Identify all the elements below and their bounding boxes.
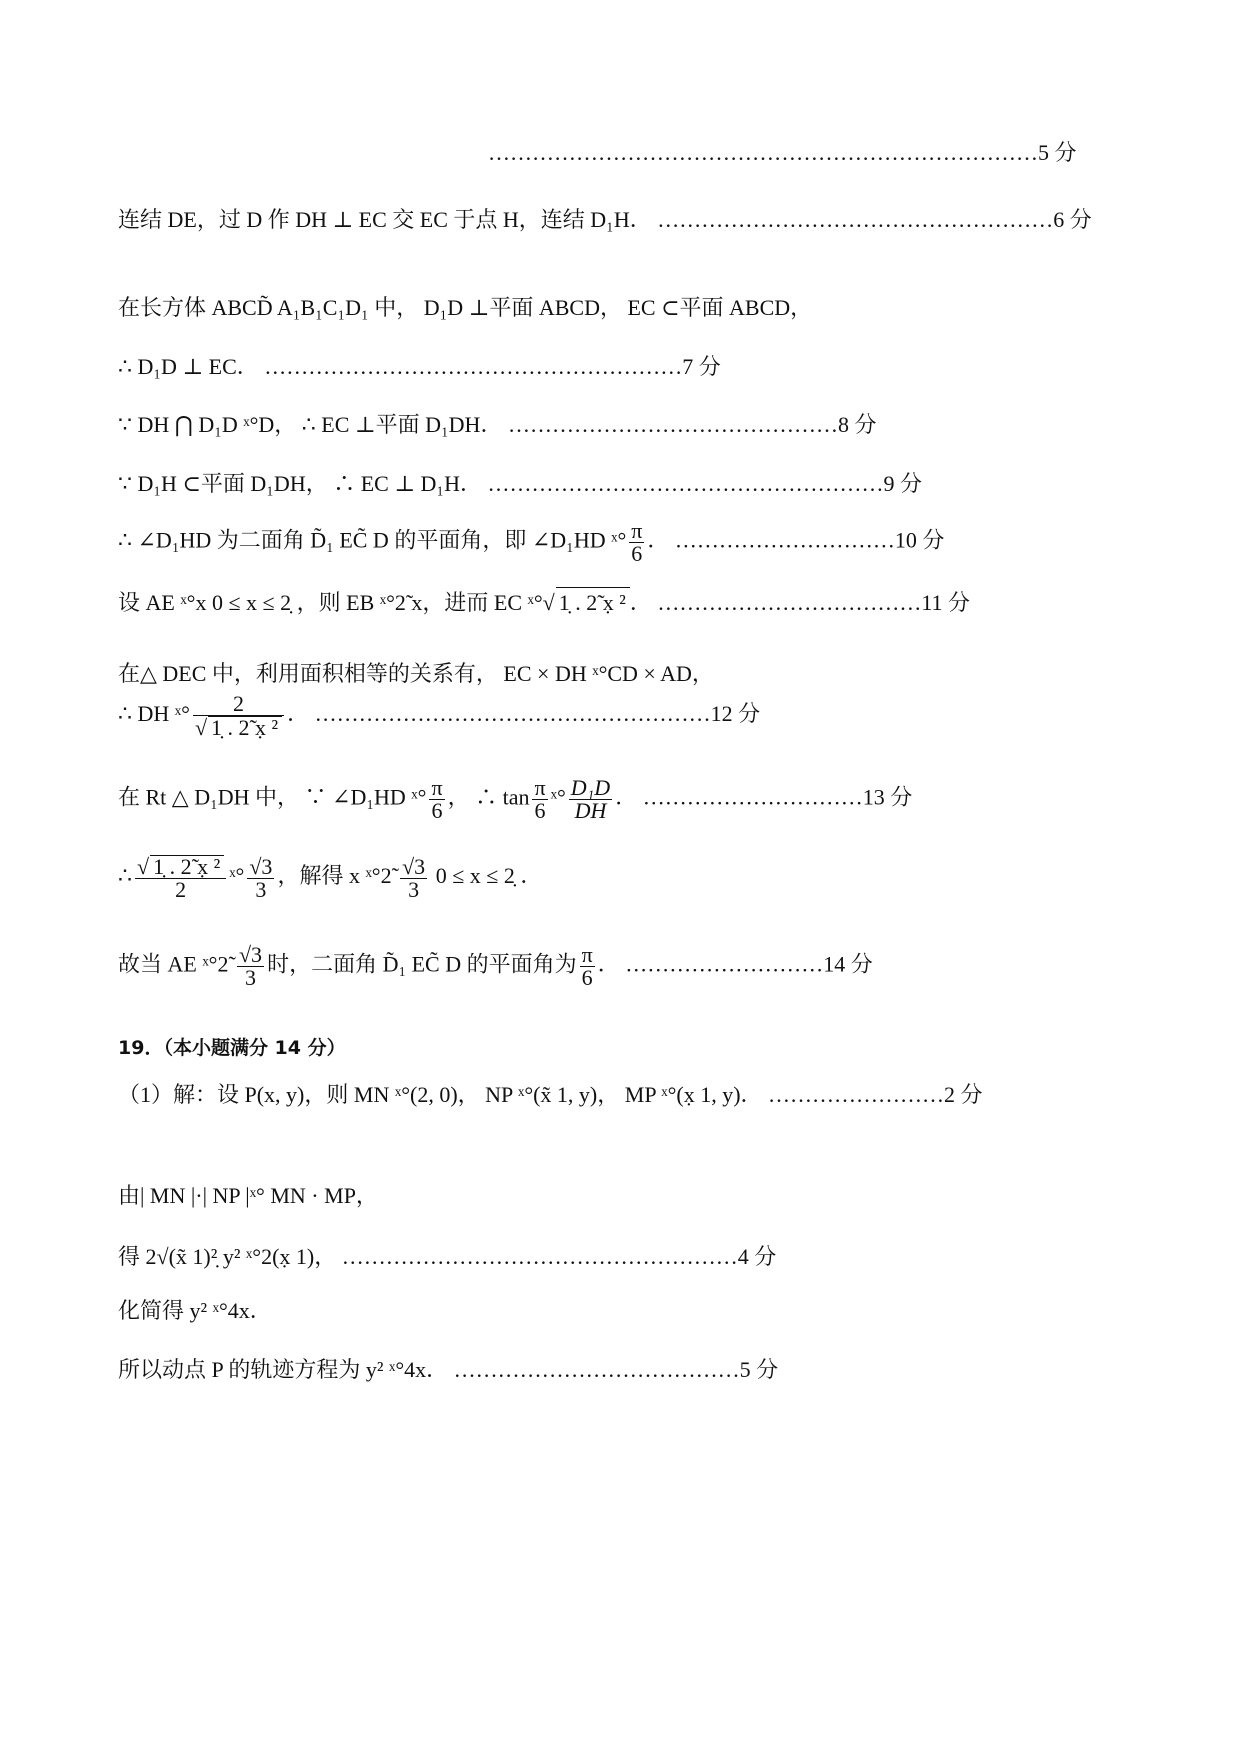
root3-over-3-fraction — [400, 853, 427, 902]
vector-relation-line: 由| MN |·| NP |ˣ° MN · MP， — [118, 1183, 378, 1208]
fraction-numerator: π — [431, 775, 443, 800]
fraction-numerator: √ 1̣ . 2̃ x̣ ² — [135, 855, 226, 879]
fraction-denominator: 3 — [245, 965, 257, 990]
pi-over-6-fraction — [629, 520, 644, 565]
fraction-denominator: 6 — [431, 798, 443, 823]
equals-sign: ˣ° — [550, 784, 566, 810]
question-19-heading: 19．（本小题满分 14 分） — [118, 1037, 346, 1059]
dh-text: ∴ DH ˣ° — [118, 701, 190, 727]
score-14: ． ………………………14 分 — [597, 951, 873, 977]
score-11: ． ………………………………11 分 — [629, 590, 971, 615]
rt-text: 在 Rt △ D₁DH 中， ∵ ∠D₁HD ˣ° — [118, 784, 427, 810]
solve-x-line — [118, 855, 1118, 901]
sqrt-expression: 1̣ . 2̃ x̣ ² — [208, 716, 282, 739]
fraction-numerator: √3 — [249, 853, 273, 879]
therefore-symbol: ∴ — [118, 863, 132, 889]
solve-text: ，解得 x ˣ°2̃ — [277, 863, 398, 889]
dihedral-text: ∴ ∠D₁HD 为二面角 D̃₁ EC̃ D 的平面角，即 ∠D₁HD ˣ° — [118, 527, 627, 553]
conclusion-text-b: 时，二面角 D̃₁ EC̃ D 的平面角为 — [267, 951, 577, 977]
set-ae-text: 设 AE ˣ°x 0 ≤ x ≤ 2̣ ，则 EB ˣ°2̃ x，进而 EC ˣ° — [118, 590, 543, 615]
fraction-numerator: π — [631, 518, 643, 543]
tan-text: ， ∴ tan — [447, 784, 530, 810]
sqrt-expression: 1̣ . 2̃ x̣ ² — [150, 855, 224, 878]
fraction-numerator: √3 — [238, 942, 263, 967]
fraction-numerator: √3 — [402, 853, 426, 879]
cuboid-line: 在长方体 ABCD̃ A₁B₁C₁D₁ 中， D₁D ⊥平面 ABCD， EC ⊂平面 ABCD， — [118, 295, 813, 320]
perpendicular-ec-line: ∴ D₁D ⊥ EC． …………………………………………………7 分 — [118, 354, 721, 379]
dh-fraction — [193, 693, 284, 739]
fraction-numerator: π — [581, 942, 593, 967]
ec-perp-d1h-line: ∵ D₁H ⊂平面 D₁DH， ∴ EC ⊥ D₁H． ………………………………………………9 分 — [118, 471, 922, 496]
sqrt-over-2-fraction — [135, 855, 226, 901]
simplify-line: 化简得 y² ˣ°4x． — [118, 1298, 272, 1323]
equation-line: 得 2√(x̃ 1)²̣ y² ˣ°2(x̣ 1)， ………………………………………………4 分 — [118, 1244, 777, 1269]
fraction-denominator: 3 — [408, 876, 420, 902]
score-line-5: …………………………………………………………………5 分 — [488, 140, 1077, 165]
dihedral-angle-line — [118, 520, 1118, 565]
root3-over-3-fraction — [247, 853, 274, 902]
sqrt-expression: 1̣ . 2̃ x̣ ² — [556, 587, 630, 618]
range-text: 0 ≤ x ≤ 2̣ ． — [430, 863, 543, 889]
fraction-denominator: 6 — [631, 541, 643, 566]
pi-over-6-fraction — [532, 777, 547, 822]
fraction-denominator: 6 — [581, 965, 593, 990]
trajectory-line: 所以动点 P 的轨迹方程为 y² ˣ°4x． …………………………………5 分 — [118, 1357, 779, 1382]
pi-over-6-fraction — [429, 777, 444, 822]
rt-triangle-line — [118, 777, 1118, 822]
score-13: ． …………………………13 分 — [615, 784, 913, 810]
fraction-denominator: 2 — [175, 877, 187, 902]
fraction-denominator: 3 — [255, 876, 267, 902]
fraction-numerator: 2 — [193, 693, 284, 716]
root3-over-3-fraction — [237, 944, 264, 989]
pi-over-6-fraction — [580, 944, 595, 989]
part1-setup-line: （1）解：设 P(x, y)，则 MN ˣ°(2, 0)， NP ˣ°(x̃ 1, y)， MP ˣ°(x̣ 1, y)． ……………………2 分 — [118, 1082, 983, 1107]
equals-sign: ˣ° — [229, 863, 245, 889]
score-10: ． …………………………10 分 — [647, 527, 945, 553]
fraction-numerator: D₁D — [570, 775, 611, 800]
set-ae-line: 设 AE ˣ°x 0 ≤ x ≤ 2̣ ，则 EB ˣ°2̃ x，进而 EC ˣ°√ 1̣ . 2̃ x̣ ² ． ………………………………11 分 — [118, 587, 1118, 618]
fraction-denominator: DH — [574, 798, 607, 823]
connect-de-line: 连结 DE，过 D 作 DH ⊥ EC 交 EC 于点 H，连结 D₁H． ………………………………………………6 分 — [118, 207, 1092, 232]
conclusion-line — [118, 944, 1118, 989]
fraction-denominator: √ 1̣ . 2̃ x̣ ² — [193, 716, 284, 739]
fraction-numerator: π — [534, 775, 546, 800]
fraction-denominator: 6 — [534, 798, 546, 823]
score-12: ． ………………………………………………12 分 — [287, 701, 761, 727]
area-relation-line: 在△ DEC 中，利用面积相等的关系有， EC × DH ˣ°CD × AD， — [118, 661, 714, 686]
conclusion-text-a: 故当 AE ˣ°2̃ — [118, 951, 234, 977]
d1d-over-dh-fraction — [569, 777, 612, 822]
ec-perp-plane-line: ∵ DH ⋂ D₁D ˣ°D， ∴ EC ⊥平面 D₁DH． ………………………………………8 分 — [118, 412, 877, 437]
dh-value-line — [118, 693, 1118, 739]
